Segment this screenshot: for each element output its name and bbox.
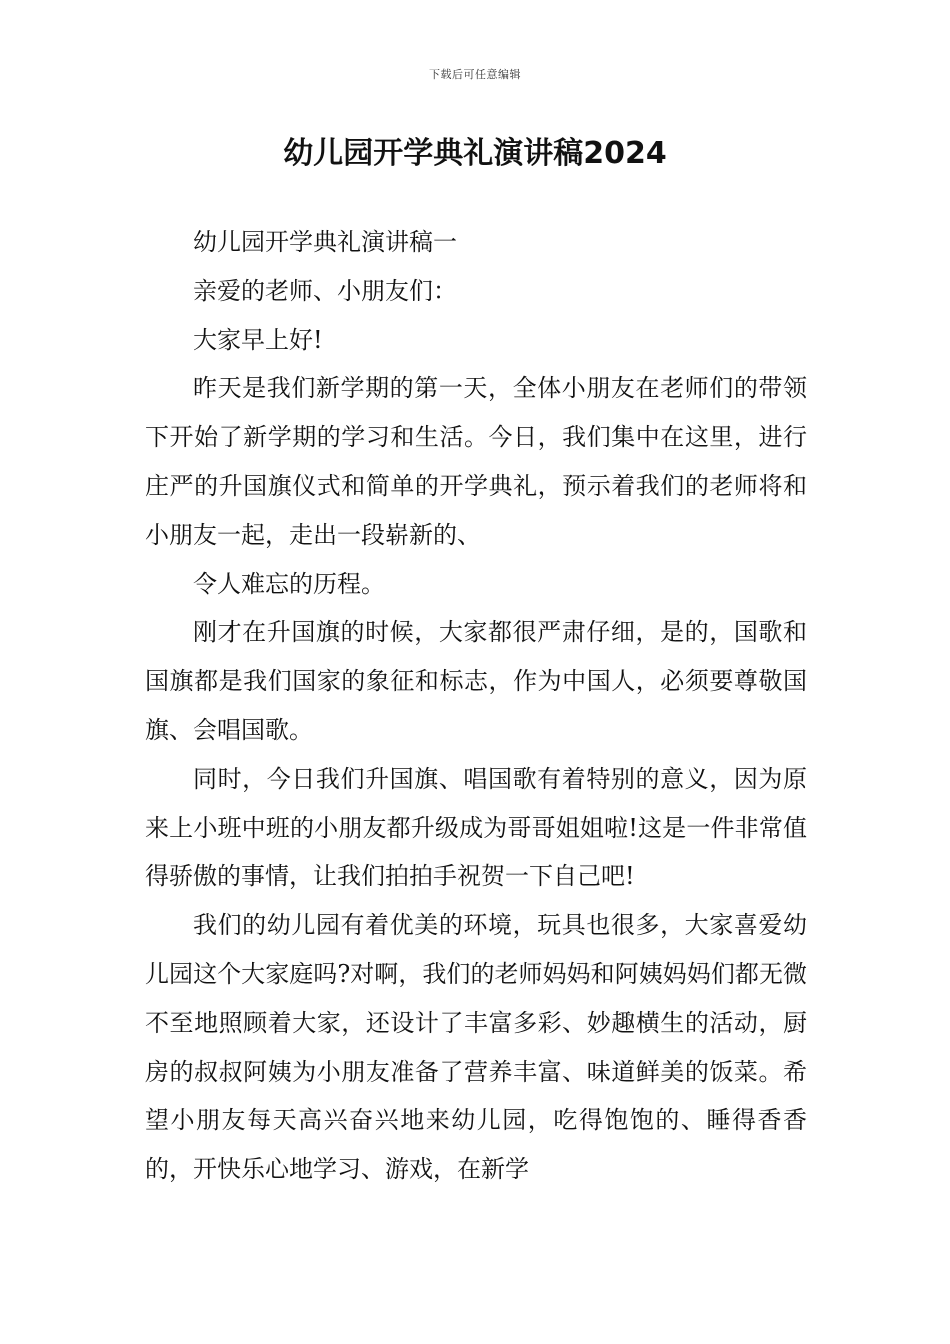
paragraph-subtitle: 幼儿园开学典礼演讲稿一 <box>193 228 457 256</box>
document-body <box>145 218 807 1194</box>
paragraph-body: 刚才在升国旗的时候，大家都很严肃仔细，是的，国歌和国旗都是我们国家的象征和标志，作为中国人，必须要尊敬国旗、会唱国歌。 <box>145 618 807 744</box>
document-title: 幼儿园开学典礼演讲稿2024 <box>283 136 667 171</box>
paragraph-body: 我们的幼儿园有着优美的环境，玩具也很多，大家喜爱幼儿园这个大家庭吗?对啊，我们的老师妈妈和阿姨妈妈们都无微不至地照顾着大家，还设计了丰富多彩、妙趣横生的活动，厨房的叔叔阿姨为小朋友准备了营养丰富、味道鲜美的饭菜。希望小朋友每天高兴奋兴地来幼儿园，吃得饱饱的、睡得香香的，开快乐心地学习、游戏，在新学 <box>145 911 807 1184</box>
paragraph-body: 同时，今日我们升国旗、唱国歌有着特别的意义，因为原来上小班中班的小朋友都升级成为哥哥姐姐啦!这是一件非常值得骄傲的事情，让我们拍拍手祝贺一下自己吧! <box>145 764 807 891</box>
header-note: 下载后可任意编辑 <box>429 68 521 81</box>
paragraph-body: 令人难忘的历程。 <box>193 569 385 598</box>
paragraph-salutation: 亲爱的老师、小朋友们： <box>193 276 457 305</box>
paragraph-body: 昨天是我们新学期的第一天，全体小朋友在老师们的带领下开始了新学期的学习和生活。今日，我们集中在这里，进行庄严的升国旗仪式和简单的开学典礼，预示着我们的老师将和小朋友一起，走出一段崭新的、 <box>145 374 807 549</box>
paragraph-greeting: 大家早上好! <box>193 325 323 354</box>
